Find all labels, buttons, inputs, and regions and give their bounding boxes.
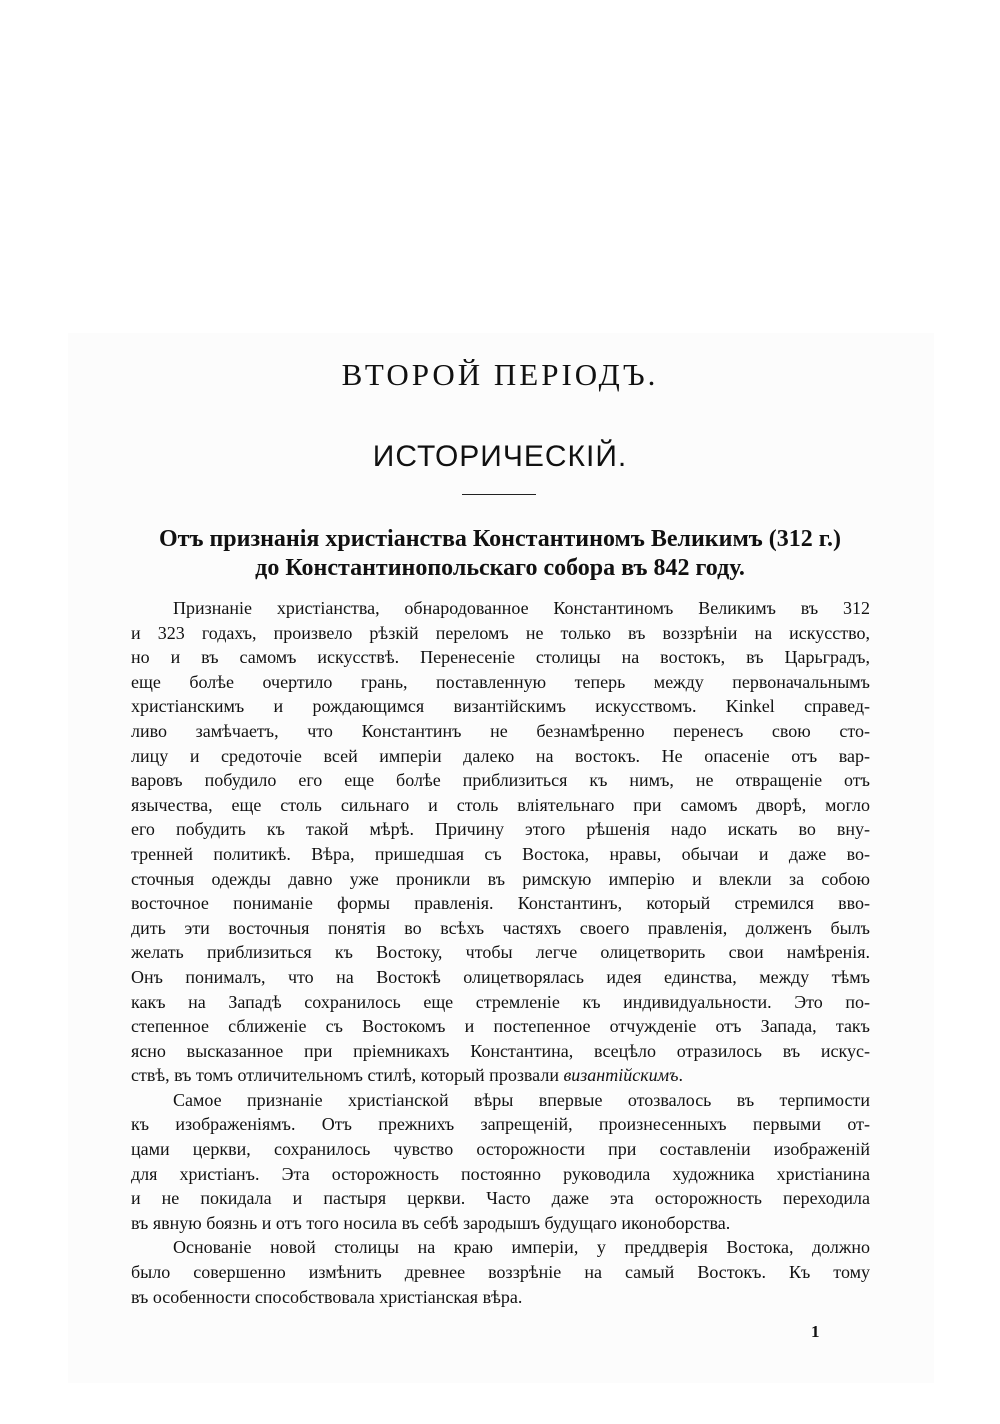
text-line: язычества, еще столь сильнаго и столь вліятельнаго при самомъ дворѣ, могло	[131, 794, 870, 815]
text-line: тренней политикѣ. Вѣра, пришедшая съ Востока, нравы, обычаи и даже во-	[131, 843, 870, 864]
text-line: но и въ самомъ искусствѣ. Перенесеніе столицы на востокъ, въ Царьградъ,	[131, 647, 870, 668]
text-line: Самое признаніе христіанской вѣры впервые отозвалось въ терпимости	[173, 1089, 870, 1110]
title-divider	[462, 494, 536, 495]
text-line	[131, 1063, 870, 1088]
text-line: къ изображеніямъ. Отъ прежнихъ запрещеній, произнесенныхъ первыми от-	[131, 1114, 870, 1135]
text-line: въ особенности способствовала христіанская вѣра.	[131, 1286, 523, 1307]
text-line: варовъ побудило его еще болѣе приблизиться къ нимъ, не отвращеніе отъ	[131, 770, 870, 791]
body-text	[131, 596, 870, 1309]
chapter-heading-line-2: до Константинопольскаго собора въ 842 году.	[255, 555, 745, 581]
text-line: ясно высказанное при пріемникахъ Константина, всецѣло отразилось въ искус-	[131, 1040, 870, 1061]
text-line: для христіанъ. Эта осторожность постоянно руководила художника христіанина	[131, 1163, 870, 1184]
italic-term: византійскимъ	[563, 1065, 679, 1086]
paragraph-1	[131, 596, 870, 1088]
text-segment: ствѣ, въ томъ отличительномъ стилѣ, который прозвали	[131, 1065, 564, 1086]
text-line: христіанскимъ и рождающимся византійскимъ искусствомъ. Kinkel справед-	[131, 696, 870, 717]
text-line: было совершенно измѣнить древнее воззрѣніе на самый Востокъ. Къ тому	[131, 1262, 870, 1283]
text-line: и не покидала и пастыря церкви. Часто даже эта осторожность переходила	[131, 1188, 870, 1209]
paragraph-2	[131, 1088, 870, 1236]
text-line: сточныя одежды давно уже проникли въ римскую имперію и влекли за собою	[131, 868, 870, 889]
text-segment: .	[678, 1065, 683, 1086]
text-line: восточное пониманіе формы правленія. Константинъ, который стремился вво-	[131, 893, 870, 914]
text-line: Онъ понималъ, что на Востокѣ олицетворялась идея единства, между тѣмъ	[131, 966, 870, 987]
text-line: степенное сближеніе съ Востокомъ и постепенное отчужденіе отъ Запада, такъ	[131, 1016, 870, 1037]
text-line: въ явную боязнь и отъ того носила въ себѣ зародышъ будущаго иконоборства.	[131, 1212, 731, 1233]
text-line: дить эти восточныя понятія во всѣхъ частяхъ своего правленія, долженъ былъ	[131, 917, 870, 938]
section-subtitle: ИСТОРИЧЕСКІЙ.	[372, 440, 628, 473]
text-line: желать приблизиться къ Востоку, чтобы легче олицетворить свои намѣренія.	[131, 942, 870, 963]
text-line: его побудить къ такой мѣрѣ. Причину этого рѣшенія надо искать во вну-	[131, 819, 870, 840]
text-line: лицу и средоточіе всей имперіи далеко на востокъ. Не опасеніе отъ вар-	[131, 745, 870, 766]
text-line: ливо замѣчаетъ, что Константинъ не безнамѣренно перенесъ свою сто-	[131, 720, 870, 741]
text-line: и 323 годахъ, произвело рѣзкій переломъ не только въ воззрѣніи на искусство,	[131, 622, 870, 643]
page-number: 1	[811, 1322, 820, 1341]
paragraph-3	[131, 1235, 870, 1309]
chapter-heading-line-1: Отъ признанія христіанства Константиномъ Великимъ (312 г.)	[159, 526, 841, 552]
text-line: цами церкви, сохранилось чувство осторожности при составленіи изображеній	[131, 1139, 870, 1160]
text-line: еще болѣе очертило грань, поставленную теперь между первоначальнымъ	[131, 671, 870, 692]
part-title: ВТОРОЙ ПЕРІОДЪ.	[341, 357, 659, 392]
text-line: Основаніе новой столицы на краю имперіи, у преддверія Востока, должно	[173, 1237, 870, 1258]
text-line: какъ на Западѣ сохранилось еще стремленіе къ индивидуальности. Это по-	[131, 991, 870, 1012]
text-line: Признаніе христіанства, обнародованное Константиномъ Великимъ въ 312	[173, 598, 870, 618]
chapter-heading	[0, 525, 1000, 583]
